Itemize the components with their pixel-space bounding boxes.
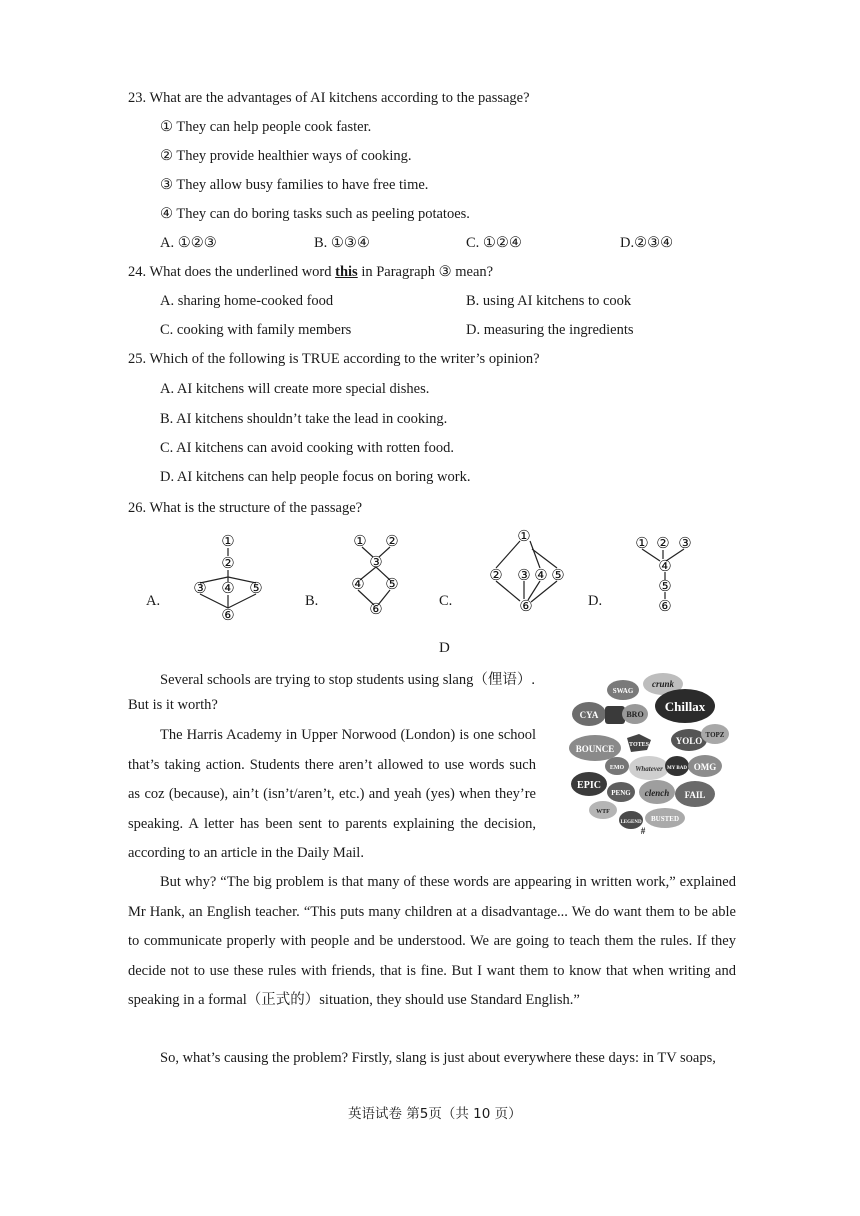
slang-topz: TOPZ xyxy=(705,731,725,739)
section-letter: D xyxy=(439,640,450,656)
q24-choice-b[interactable]: B. using AI kitchens to cook xyxy=(466,293,632,309)
slang-crunk: crunk xyxy=(651,679,675,689)
slang-fail: FAIL xyxy=(684,790,706,800)
passage-p2: The Harris Academy in Upper Norwood (London) is one school that’s taking action. Students there aren’t allowed to use words such as coz (because), ain’t (isn’t/aren’t, etc.) and yeah (yes) when they’re speaking. A letter has been sent to parents explaining the decision, according to an article in the Daily Mail. xyxy=(128,727,536,862)
q26-b-node-5: ⑤ xyxy=(385,577,399,593)
q24-underlined-word: this xyxy=(335,264,358,280)
passage-p3: But why? “The big problem is that many of these words are appearing in written work,” explained Mr Hank, an English teacher. “This puts many children at a disadvantage... We do want them to be able to communicate properly with people and be understood. We are going to teach them the rules. If they decide not to use these rules with friends, that is fine. But I want them to know that when writing and speaking in a formal（正式的）situation, they should use Standard English.” xyxy=(128,874,736,1009)
q23-choice-d[interactable]: D.②③④ xyxy=(620,235,674,251)
slang-yolo: YOLO xyxy=(675,736,703,746)
q26-d-node-1: ① xyxy=(635,536,649,552)
slang-hashtag: # xyxy=(640,826,646,836)
q26-a-node-4: ④ xyxy=(221,581,235,597)
slang-clench: clench xyxy=(644,788,670,798)
q26-d-node-5: ⑤ xyxy=(658,579,672,595)
q26-label-d[interactable]: D. xyxy=(588,593,603,609)
q26-d-node-6: ⑥ xyxy=(658,599,672,615)
slang-illustration xyxy=(565,668,735,838)
slang-whatever: Whatever xyxy=(635,765,663,773)
passage-p4: So, what’s causing the problem? Firstly, slang is just about everywhere these days: in TV soaps, xyxy=(160,1050,716,1066)
passage-p1-line2: But is it worth? xyxy=(128,697,218,713)
q25-choice-d[interactable]: D. AI kitchens can help people focus on boring work. xyxy=(160,469,471,485)
slang-swag: SWAG xyxy=(612,687,634,695)
q26-b-node-1: ① xyxy=(353,534,367,550)
q26-label-a[interactable]: A. xyxy=(146,593,161,609)
q24-stem-before: 24. What does the underlined word xyxy=(128,264,336,280)
q26-c-node-2: ② xyxy=(489,568,503,584)
q26-d-node-2: ② xyxy=(656,536,670,552)
q24-stem-after: in Paragraph ③ mean? xyxy=(357,264,494,280)
q23-item-2: ② They provide healthier ways of cooking. xyxy=(160,148,412,164)
q26-d-node-4: ④ xyxy=(658,559,672,575)
slang-emo: EMO xyxy=(609,765,625,771)
slang-legend: LEGEND xyxy=(620,820,642,825)
q23-choice-b[interactable]: B. ①③④ xyxy=(314,235,370,251)
q26-a-node-3: ③ xyxy=(193,581,207,597)
slang-totes: TOTES xyxy=(629,742,649,748)
q25-choice-b[interactable]: B. AI kitchens shouldn’t take the lead in cooking. xyxy=(160,411,448,427)
q23-item-3: ③ They allow busy families to have free time. xyxy=(160,177,429,193)
q25-choice-a[interactable]: A. AI kitchens will create more special dishes. xyxy=(160,381,430,397)
slang-bounce: BOUNCE xyxy=(575,744,615,754)
slang-peng: PENG xyxy=(611,789,631,797)
q26-d-node-3: ③ xyxy=(678,536,692,552)
q26-stem: 26. What is the structure of the passage? xyxy=(128,500,363,516)
q26-label-c[interactable]: C. xyxy=(439,593,453,609)
q26-label-b[interactable]: B. xyxy=(305,593,319,609)
slang-busted: BUSTED xyxy=(650,815,680,823)
q24-choice-d[interactable]: D. measuring the ingredients xyxy=(466,322,634,338)
q26-c-node-6: ⑥ xyxy=(519,599,533,615)
slang-bro: BRO xyxy=(626,710,644,719)
q26-a-node-6: ⑥ xyxy=(221,608,235,624)
q24-choice-c[interactable]: C. cooking with family members xyxy=(160,322,352,338)
slang-chillax: Chillax xyxy=(664,699,706,714)
slang-epic: EPIC xyxy=(577,780,601,791)
q23-choice-c[interactable]: C. ①②④ xyxy=(466,235,522,251)
q26-c-node-1: ① xyxy=(517,529,531,545)
q23-item-4: ④ They can do boring tasks such as peeling potatoes. xyxy=(160,206,470,222)
q26-a-node-1: ① xyxy=(221,534,235,550)
q24-choice-a[interactable]: A. sharing home-cooked food xyxy=(160,293,334,309)
passage-p1-line1: Several schools are trying to stop students using slang（俚语）. xyxy=(160,672,535,688)
q23-stem: 23. What are the advantages of AI kitchens according to the passage? xyxy=(128,90,530,106)
q26-c-node-4: ④ xyxy=(534,568,548,584)
q26-b-node-4: ④ xyxy=(351,577,365,593)
q25-stem: 25. Which of the following is TRUE according to the writer’s opinion? xyxy=(128,351,540,367)
q26-c-node-3: ③ xyxy=(517,568,531,584)
q26-a-node-5: ⑤ xyxy=(249,581,263,597)
q26-b-node-2: ② xyxy=(385,534,399,550)
q26-b-node-6: ⑥ xyxy=(369,602,383,618)
slang-omg: OMG xyxy=(693,762,717,772)
slang-wtf: WTF xyxy=(596,809,610,815)
page-footer: 英语试卷 第5页（共 10 页） xyxy=(348,1106,522,1122)
q23-item-1: ① They can help people cook faster. xyxy=(160,119,372,135)
q26-a-node-2: ② xyxy=(221,556,235,572)
q23-choice-a[interactable]: A. ①②③ xyxy=(160,235,217,251)
q26-b-node-3: ③ xyxy=(369,555,383,571)
q26-c-node-5: ⑤ xyxy=(551,568,565,584)
slang-cya: CYA xyxy=(579,710,599,720)
q25-choice-c[interactable]: C. AI kitchens can avoid cooking with rotten food. xyxy=(160,440,454,456)
slang-my-bad: MY BAD xyxy=(667,766,687,771)
